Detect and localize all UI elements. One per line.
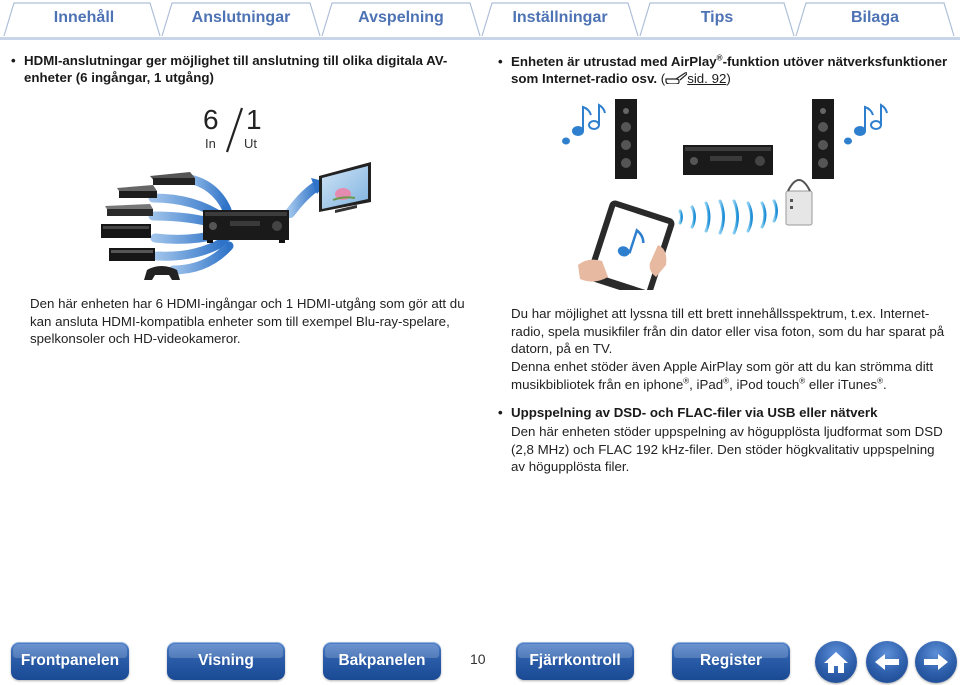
usb-bullet (498, 404, 948, 421)
page-number: 10 (470, 651, 486, 667)
home-icon[interactable] (815, 641, 857, 683)
registered-mark: ® (683, 376, 690, 386)
registered-mark: ® (799, 376, 806, 386)
bakpanelen-label: Bakpanelen (338, 652, 426, 669)
register-button[interactable] (672, 642, 790, 680)
in-label: In (205, 136, 216, 151)
airplay-para2-part5: . (883, 376, 887, 392)
back-arrow-icon[interactable] (866, 641, 908, 683)
speaker-left-icon (615, 99, 637, 179)
page-ref-link[interactable]: sid. 92 (687, 71, 727, 86)
hdmi-io-badge (200, 100, 270, 155)
airplay-bullet (498, 53, 948, 87)
music-notes-icon (845, 105, 887, 144)
visning-label: Visning (198, 652, 254, 669)
airplay-bullet-part2: -funktion utöver nätverksfunktioner som Internet-radio osv. (511, 54, 948, 86)
tv-icon (319, 162, 371, 213)
router-icon (786, 180, 812, 225)
airplay-para2-part3: , iPod touch (729, 376, 800, 392)
tab-innehall[interactable]: Innehåll (53, 9, 115, 26)
page-ref-close: ) (726, 71, 731, 86)
hdmi-bullet-text: HDMI-anslutningar ger möjlighet till anslutning till olika digitala AV-enheter (6 ingångar, 1 utgång) (24, 53, 448, 85)
fjarrkontroll-button[interactable] (516, 642, 634, 680)
airplay-paragraph-1: Du har möjlighet att lyssna till ett brett innehållsspektrum, t.ex. Internet-radio, spela musikfiler från din dator eller visa foton, som du har sparat på datorn, på en TV. (511, 306, 945, 356)
fjarrkontroll-label: Fjärrkontroll (529, 652, 621, 669)
frontpanelen-label: Frontpanelen (20, 652, 120, 669)
bullet-dot: • (11, 53, 16, 68)
hdmi-illustration (95, 158, 385, 290)
tab-bar (0, 0, 960, 40)
airplay-para2-part2: , iPad (689, 376, 724, 392)
bullet-dot: • (498, 54, 503, 69)
receiver-small-icon (109, 248, 155, 261)
tab-underline (0, 37, 960, 40)
tab-avspelning[interactable]: Avspelning (358, 9, 444, 26)
hdmi-description: Den här enheten har 6 HDMI-ingångar och 1 HDMI-utgång som gör att du kan ansluta HDMI-kompatibla enheter som till exempel Blu-ray-spelare, spelkonsoler och HD-videokameror. (30, 296, 465, 346)
blu-ray-player-icon (150, 172, 195, 185)
av-receiver-icon (203, 210, 289, 243)
registered-mark: ® (716, 53, 723, 63)
airplay-para2-part4: eller iTunes (805, 376, 878, 392)
out-count: 1 (246, 104, 262, 135)
av-receiver-icon (683, 145, 773, 175)
set-top-box-icon (101, 224, 151, 238)
airplay-bullet-text (498, 53, 948, 87)
registered-mark: ® (723, 376, 730, 386)
bullet-dot: • (498, 405, 503, 420)
page-ref[interactable] (661, 71, 731, 86)
tab-bilaga[interactable]: Bilaga (850, 9, 899, 26)
frontpanelen-button[interactable] (11, 642, 129, 680)
hdmi-bullet (11, 52, 461, 86)
usb-bullet-text: Den här enheten stöder uppspelning av högupplösta ljudformat som DSD (2,8 MHz) och FLAC 192 kHz-filer. Den stöder högkvalitativ uppspelning av högupplösta filer. (511, 424, 943, 474)
in-count: 6 (203, 104, 219, 135)
airplay-para2-part1: Denna enhet stöder även Apple AirPlay som gör att du kan strömma ditt musikbibliotek från en iphone (511, 359, 934, 392)
page-ref-open: ( (660, 71, 666, 86)
media-player-icon (105, 204, 153, 216)
out-label: Ut (244, 136, 257, 151)
register-label: Register (699, 652, 763, 669)
airplay-paragraph-2 (511, 358, 951, 393)
forward-arrow-icon[interactable] (915, 641, 957, 683)
music-notes-icon (563, 105, 605, 144)
airplay-bullet-part1: Enheten är utrustad med AirPlay (511, 54, 717, 69)
tab-anslutningar[interactable]: Anslutningar (191, 9, 291, 26)
usb-bullet-title: Uppspelning av DSD- och FLAC-filer via USB eller nätverk (511, 405, 878, 420)
bakpanelen-button[interactable] (323, 642, 441, 680)
tab-tips[interactable]: Tips (700, 9, 734, 26)
dvd-player-icon (117, 185, 157, 198)
speaker-right-icon (812, 99, 834, 179)
visning-button[interactable] (167, 642, 285, 680)
tab-installningar[interactable]: Inställningar (512, 9, 608, 26)
network-illustration (560, 95, 890, 290)
registered-mark: ® (877, 376, 884, 386)
hand-pointer-icon (665, 71, 687, 83)
wireless-waves-icon (680, 201, 777, 233)
